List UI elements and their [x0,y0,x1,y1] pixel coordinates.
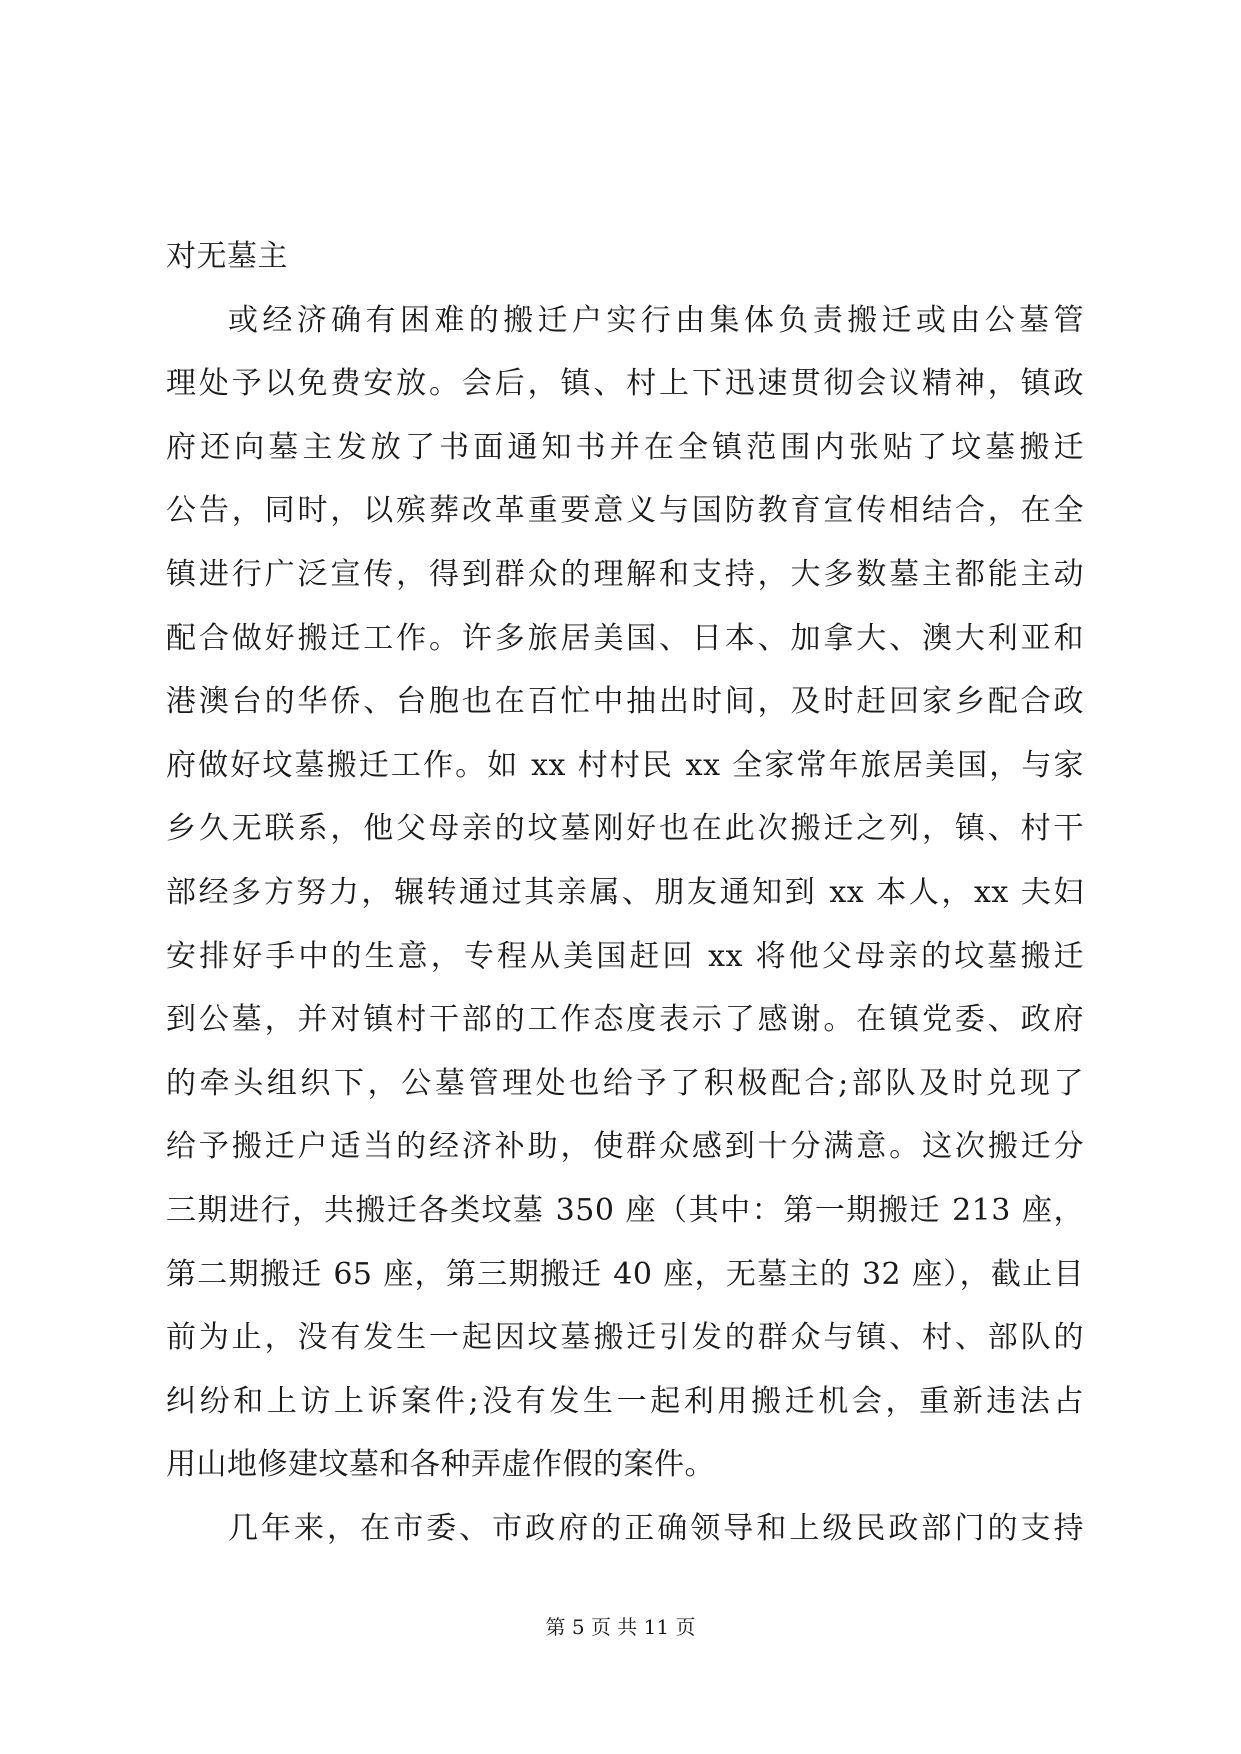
page-number-footer: 第 5 页 共 11 页 [545,1615,696,1639]
text-line: 三期进行，共搬迁各类坟墓 350 座（其中：第一期搬迁 213 座， [166,1192,1084,1228]
text-line: 配合做好搬迁工作。许多旅居美国、日本、加拿大、澳大利亚和 [166,620,1084,656]
text-line: 几年来，在市委、市政府的正确领导和上级民政部门的支持 [228,1510,1084,1546]
text-line: 乡久无联系，他父母亲的坟墓刚好也在此次搬迁之列，镇、村干 [166,811,1084,847]
text-line: 给予搬迁户适当的经济补助，使群众感到十分满意。这次搬迁分 [166,1129,1084,1165]
text-line: 对无墓主 [166,239,288,274]
text-line: 纠纷和上访上诉案件;没有发生一起利用搬迁机会，重新违法占 [166,1383,1084,1419]
text-line: 前为止，没有发生一起因坟墓搬迁引发的群众与镇、村、部队的 [166,1320,1084,1356]
text-line: 府做好坟墓搬迁工作。如 xx 村村民 xx 全家常年旅居美国，与家 [166,747,1084,783]
text-line: 的牵头组织下，公墓管理处也给予了积极配合;部队及时兑现了 [166,1065,1084,1101]
text-line: 部经多方努力，辗转通过其亲属、朋友通知到 xx 本人，xx 夫妇 [166,874,1084,910]
document-body [166,225,1084,1560]
text-line: 公告，同时，以殡葬改革重要意义与国防教育宣传相结合，在全 [166,493,1084,529]
text-line: 港澳台的华侨、台胞也在百忙中抽出时间，及时赶回家乡配合政 [166,684,1084,720]
text-line: 安排好手中的生意，专程从美国赶回 xx 将他父母亲的坟墓搬迁 [166,938,1084,974]
text-line: 或经济确有困难的搬迁户实行由集体负责搬迁或由公墓管 [228,302,1084,338]
text-line: 到公墓，并对镇村干部的工作态度表示了感谢。在镇党委、政府 [166,1002,1084,1038]
text-line: 理处予以免费安放。会后，镇、村上下迅速贯彻会议精神，镇政 [166,366,1084,402]
text-line: 府还向墓主发放了书面通知书并在全镇范围内张贴了坟墓搬迁 [166,429,1084,465]
text-line: 镇进行广泛宣传，得到群众的理解和支持，大多数墓主都能主动 [166,556,1084,592]
text-line: 用山地修建坟墓和各种弄虚作假的案件。 [166,1447,715,1483]
text-line: 第二期搬迁 65 座，第三期搬迁 40 座，无墓主的 32 座），截止目 [166,1256,1084,1292]
